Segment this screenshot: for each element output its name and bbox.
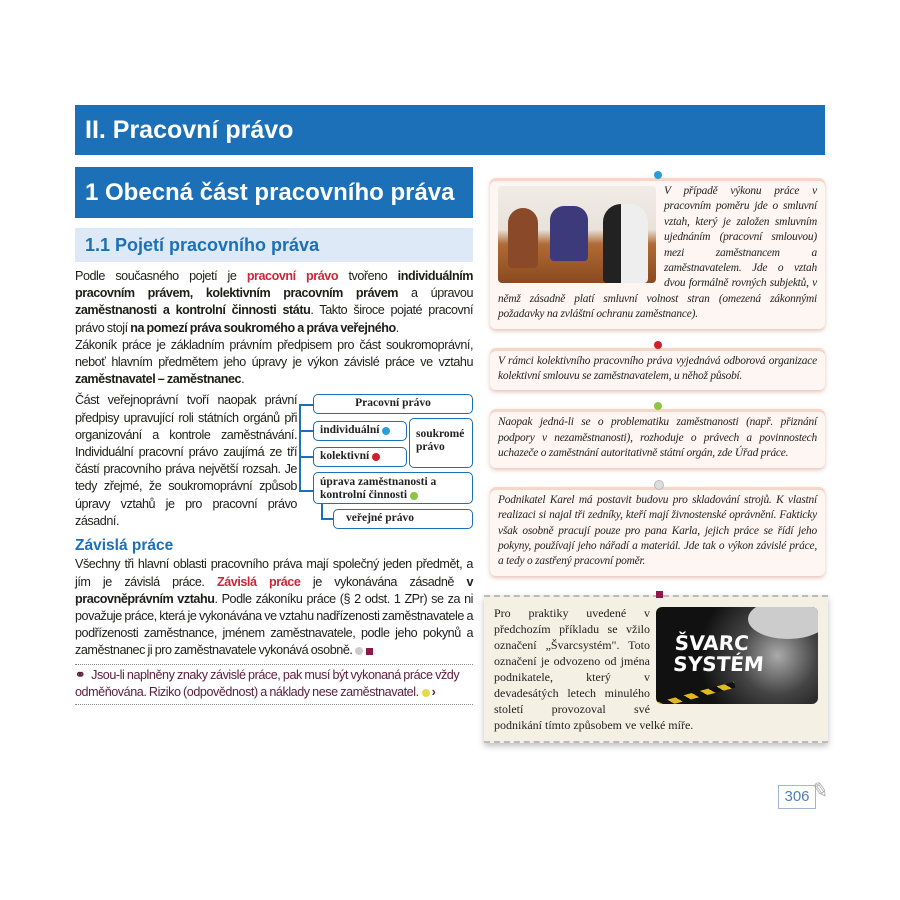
dependent-work-heading: Závislá práce: [75, 537, 174, 555]
pencil-icon: ✎: [810, 778, 831, 804]
text-run: Část veřejnoprávní tvoří naopak právní předpisy upravující roli státních orgánů při organizování a kontrole zaměstnávání. Individuální pracovní právo zaujímá ze tří částí pracovního práva největší rozsah. Je tedy zřejmé, že soukromoprávní způsob úpravy vztahů je pro pracovní právo zásadní.: [75, 393, 297, 528]
side-box-contract: [490, 178, 825, 329]
grey-marker-icon: [355, 647, 363, 655]
side-box-employment: Naopak jedná-li se o problematiku zaměstnanosti (např. přiznání podpory v nezaměstnanosti), rozhoduje o právech a povinnostech uchazeče o zaměstnání autoritativně státní orgán, zde Úřad práce.: [490, 409, 825, 467]
paragraph-public-law: [75, 392, 297, 530]
bold-text: zaměstnavatel – zaměstnanec: [75, 372, 242, 387]
green-marker-icon: [410, 492, 418, 500]
side-box-employment-wrapper: [490, 409, 825, 467]
page-number: 306: [778, 785, 816, 809]
svarc-system-image: [656, 607, 818, 704]
link-icon: ⚭: [75, 667, 86, 682]
diagram-employment: [313, 472, 473, 504]
practice-box-wrapper: [484, 595, 828, 743]
blue-marker-icon: [382, 427, 390, 435]
practice-box: [484, 595, 828, 743]
side-box-text: V případě výkonu práce v pracovním poměru jde o smluvní vztah, který je založen smluvním ujednáním (pracovní smlouvou) mezi zaměstnancem a zaměstnavatelem. Jde o vztah dvou formálně rovných subjektů, v němž zásadně platí smluvní volnost stran (omezená zákonnými požadavky na zvláštní ochranu zaměstnance).: [498, 185, 817, 321]
chevron-right-icon[interactable]: ›: [431, 684, 436, 699]
main-column: [75, 268, 473, 705]
key-term: pracovní právo: [246, 269, 339, 283]
bold-text: individuálním pracovním právem, kolektivním pracovním právem: [75, 269, 473, 301]
text-run: . Takto široce pojaté pracovní právo stojí: [75, 303, 474, 335]
grey-marker-icon: [654, 480, 664, 490]
purple-marker-icon: [366, 648, 373, 655]
key-term: Závislá práce: [216, 574, 301, 589]
diagram-employment-label: úprava zaměstnanosti a kontrolní činnosti: [320, 476, 437, 502]
side-box-collective: V rámci kolektivního pracovního práva vyjednává odborová organizace kolektivní smlouvu se zaměstnavatelem, u něhož působí.: [490, 348, 825, 391]
text-run: Zákoník práce je základním právním předpisem pro část soukromoprávní, neboť hlavním předmětem jeho úpravy je výkon závislé práce ve vztahu: [75, 337, 473, 370]
red-marker-icon: [654, 341, 662, 349]
bold-text: na pomezí práva soukromého a práva veřejného: [130, 320, 396, 335]
paragraph-intro: [75, 268, 473, 388]
note-box: [75, 664, 473, 705]
text-run: Všechny tři hlavní oblasti pracovního práva mají společný jeden předmět, a jím je závislá práce.: [75, 557, 473, 589]
text-run: .: [241, 372, 245, 387]
svarc-image-title: ŠVARC SYSTÉM: [672, 630, 765, 676]
subsection-title: 1.1 Pojetí pracovního práva: [75, 228, 473, 262]
yellow-marker-icon: [422, 689, 430, 697]
side-box-example: Podnikatel Karel má postavit budovu pro skladování strojů. K vlastní realizaci si najal tři zedníky, kteří mají živnostenské oprávnění. Fakticky však osobně pracují pouze pro pana Karla, jejich práce se řídí jeho pokyny, používají jeho nářadí a materiál. Jde tak o výkon závislé práce, a tedy o zastřený pracovní poměr.: [490, 487, 825, 576]
red-marker-icon: [372, 453, 380, 461]
practice-box-text: Pro praktiky uvedené v předchozím příkladu se vžilo označení „Švarcsystém". Toto označení je odvozeno od jména podnikatele, který v devadesátých letech minulého století provozoval své podnikání tímto způsobem ve velké míře.: [494, 605, 694, 732]
diagram-individual-label: individuální: [320, 424, 380, 437]
text-run: .: [395, 320, 399, 335]
text-run: je vykonávána zásadně: [300, 574, 467, 589]
paragraph-dependent-work-text: [75, 557, 473, 657]
meeting-photo: [498, 186, 656, 283]
diagram-individual: [313, 421, 407, 441]
blue-marker-icon: [654, 171, 662, 179]
purple-marker-icon: [656, 591, 663, 598]
labor-law-diagram: [299, 394, 473, 532]
public-law-row: [75, 392, 473, 532]
bold-text: v pracovněprávním vztahu: [75, 574, 473, 606]
diagram-collective: [313, 447, 407, 467]
section-title: 1 Obecná část pracovního práva: [75, 167, 473, 218]
note-text: Jsou-li naplněny znaky závislé práce, pak musí být vykonaná práce vždy odměňována. Riziko (odpovědnost) a náklady nese zaměstnavatel.: [75, 667, 460, 699]
diagram-root: Pracovní právo: [313, 394, 473, 414]
diagram-private-law: soukromé právo: [409, 418, 473, 468]
diagram-collective-label: kolektivní: [320, 450, 370, 463]
side-box-contract-wrapper: [490, 178, 825, 329]
diagram-public-law: veřejné právo: [333, 509, 473, 529]
chapter-title: II. Pracovní právo: [75, 105, 825, 155]
bold-text: zaměstnanosti a kontrolní činnosti státu: [75, 303, 311, 318]
side-column: [490, 178, 825, 743]
text-run: a úpravou: [398, 286, 473, 301]
side-box-example-wrapper: [490, 487, 825, 576]
side-box-collective-wrapper: [490, 348, 825, 391]
paragraph-dependent-work: [75, 556, 473, 659]
text-run: . Podle zákoníku práce (§ 2 odst. 1 ZPr) se za ni považuje práce, která je vykonávána ve vztahu nadřízenosti zaměstnavatele a podřízenosti zaměstnance, jménem zaměstnavatele, podle jeho pokynů a zaměstnanec ji pro zaměstnavatele vykonává osobně.: [75, 591, 473, 658]
text-run: tvořeno: [338, 269, 398, 283]
text-run: Podle současného pojetí je: [75, 269, 247, 283]
